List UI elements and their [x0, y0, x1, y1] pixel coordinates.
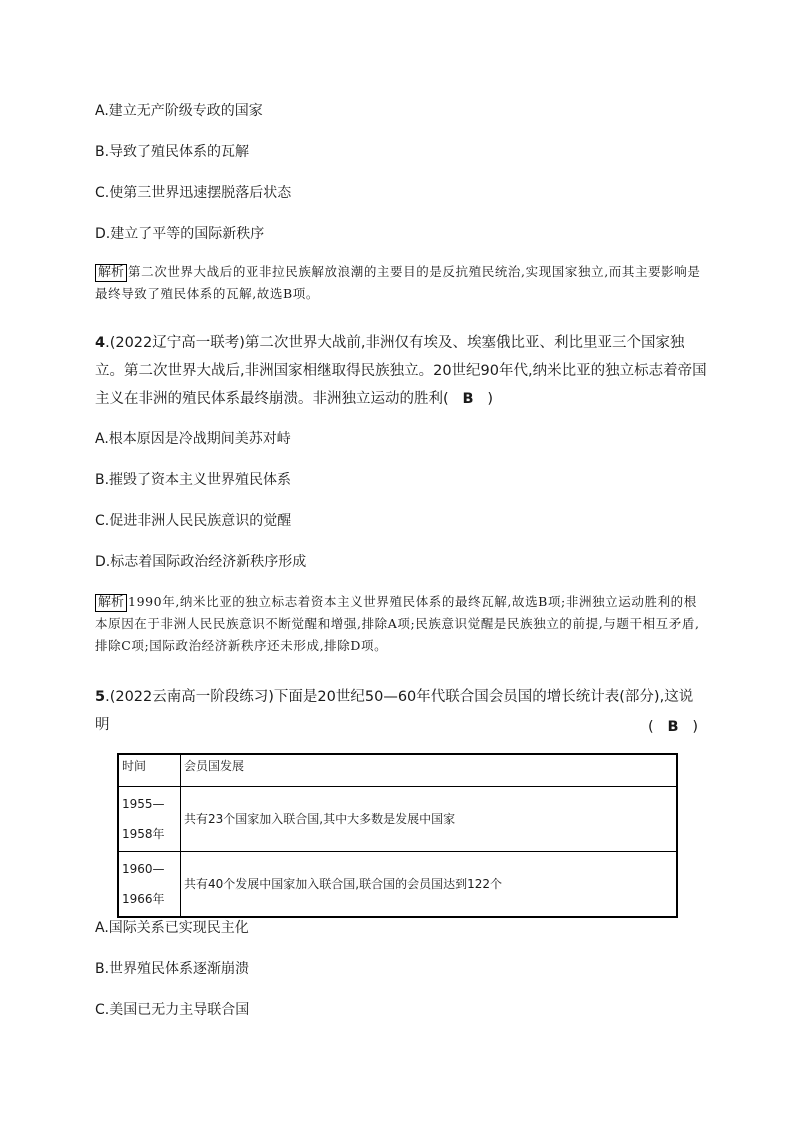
q5-answer-bracket — [648, 719, 698, 735]
q5-stem-text: .(2022云南高一阶段练习)下面是20世纪50—60年代联合国会员国的增长统计表(部分),这说明 — [95, 689, 694, 733]
q3-option-a: A.建立无产阶级专政的国家 — [95, 103, 263, 119]
period-end: 1958年 — [122, 826, 165, 841]
table-row — [118, 851, 677, 917]
q5-option-c: C.美国已无力主导联合国 — [95, 1002, 250, 1018]
q5-answer: B — [667, 719, 679, 735]
q4-explanation — [95, 591, 705, 657]
explanation-tag: 解析 — [95, 264, 127, 282]
q3-explanation — [95, 261, 705, 305]
q5-stem — [95, 683, 707, 739]
q4-option-c: C.促进非洲人民民族意识的觉醒 — [95, 513, 292, 529]
table-row — [118, 786, 677, 851]
q4-option-a: A.根本原因是冷战期间美苏对峙 — [95, 431, 291, 447]
period-end: 1966年 — [122, 891, 165, 906]
q4-stem-close: ) — [487, 391, 494, 407]
table-cell-text: 共有23个国家加入联合国,其中大多数是发展中国家 — [181, 786, 678, 851]
q5-answer-close: ) — [692, 719, 699, 735]
q5-option-a: A.国际关系已实现民主化 — [95, 920, 249, 936]
q3-explanation-text: 第二次世界大战后的亚非拉民族解放浪潮的主要目的是反抗殖民统治,实现国家独立,而其主要影响是最终导致了殖民体系的瓦解,故选B项。 — [95, 264, 701, 301]
q4-stem-text: .(2022辽宁高一联考)第二次世界大战前,非洲仅有埃及、埃塞俄比亚、利比里亚三个国家独立。第二次世界大战后,非洲国家相继取得民族独立。20世纪90年代,纳米比亚的独立标志着帝国主义在非洲的殖民体系最终崩溃。非洲独立运动的胜利( — [95, 335, 707, 407]
table-cell-period — [118, 786, 181, 851]
q3-option-d: D.建立了平等的国际新秩序 — [95, 226, 265, 242]
q3-option-b: B.导致了殖民体系的瓦解 — [95, 144, 250, 160]
table-header-time: 时间 — [118, 754, 181, 786]
q5-answer-open: ( — [648, 719, 654, 735]
q5-number: 5 — [95, 689, 106, 705]
q4-stem — [95, 329, 707, 413]
q3-option-c: C.使第三世界迅速摆脱落后状态 — [95, 185, 292, 201]
q4-explanation-text: 1990年,纳米比亚的独立标志着资本主义世界殖民体系的最终瓦解,故选B项;非洲独立运动胜利的根本原因在于非洲人民民族意识不断觉醒和增强,排除A项;民族意识觉醒是民族独立的前提,与题干相互矛盾,排除C项;国际政治经济新秩序还未形成,排除D项。 — [95, 594, 700, 653]
q4-option-d: D.标志着国际政治经济新秩序形成 — [95, 554, 307, 570]
period-start: 1960— — [122, 861, 165, 876]
q4-answer: B — [462, 391, 474, 407]
q5-statistics-table — [117, 753, 678, 918]
table-header-development: 会员国发展 — [181, 754, 678, 786]
explanation-tag: 解析 — [95, 594, 127, 612]
q5-option-b: B.世界殖民体系逐渐崩溃 — [95, 961, 250, 977]
table-cell-text: 共有40个发展中国家加入联合国,联合国的会员国达到122个 — [181, 851, 678, 917]
period-start: 1955— — [122, 796, 165, 811]
q4-number: 4 — [95, 335, 106, 351]
q4-option-b: B.摧毁了资本主义世界殖民体系 — [95, 472, 292, 488]
table-cell-period — [118, 851, 181, 917]
table-header-row — [118, 754, 677, 786]
